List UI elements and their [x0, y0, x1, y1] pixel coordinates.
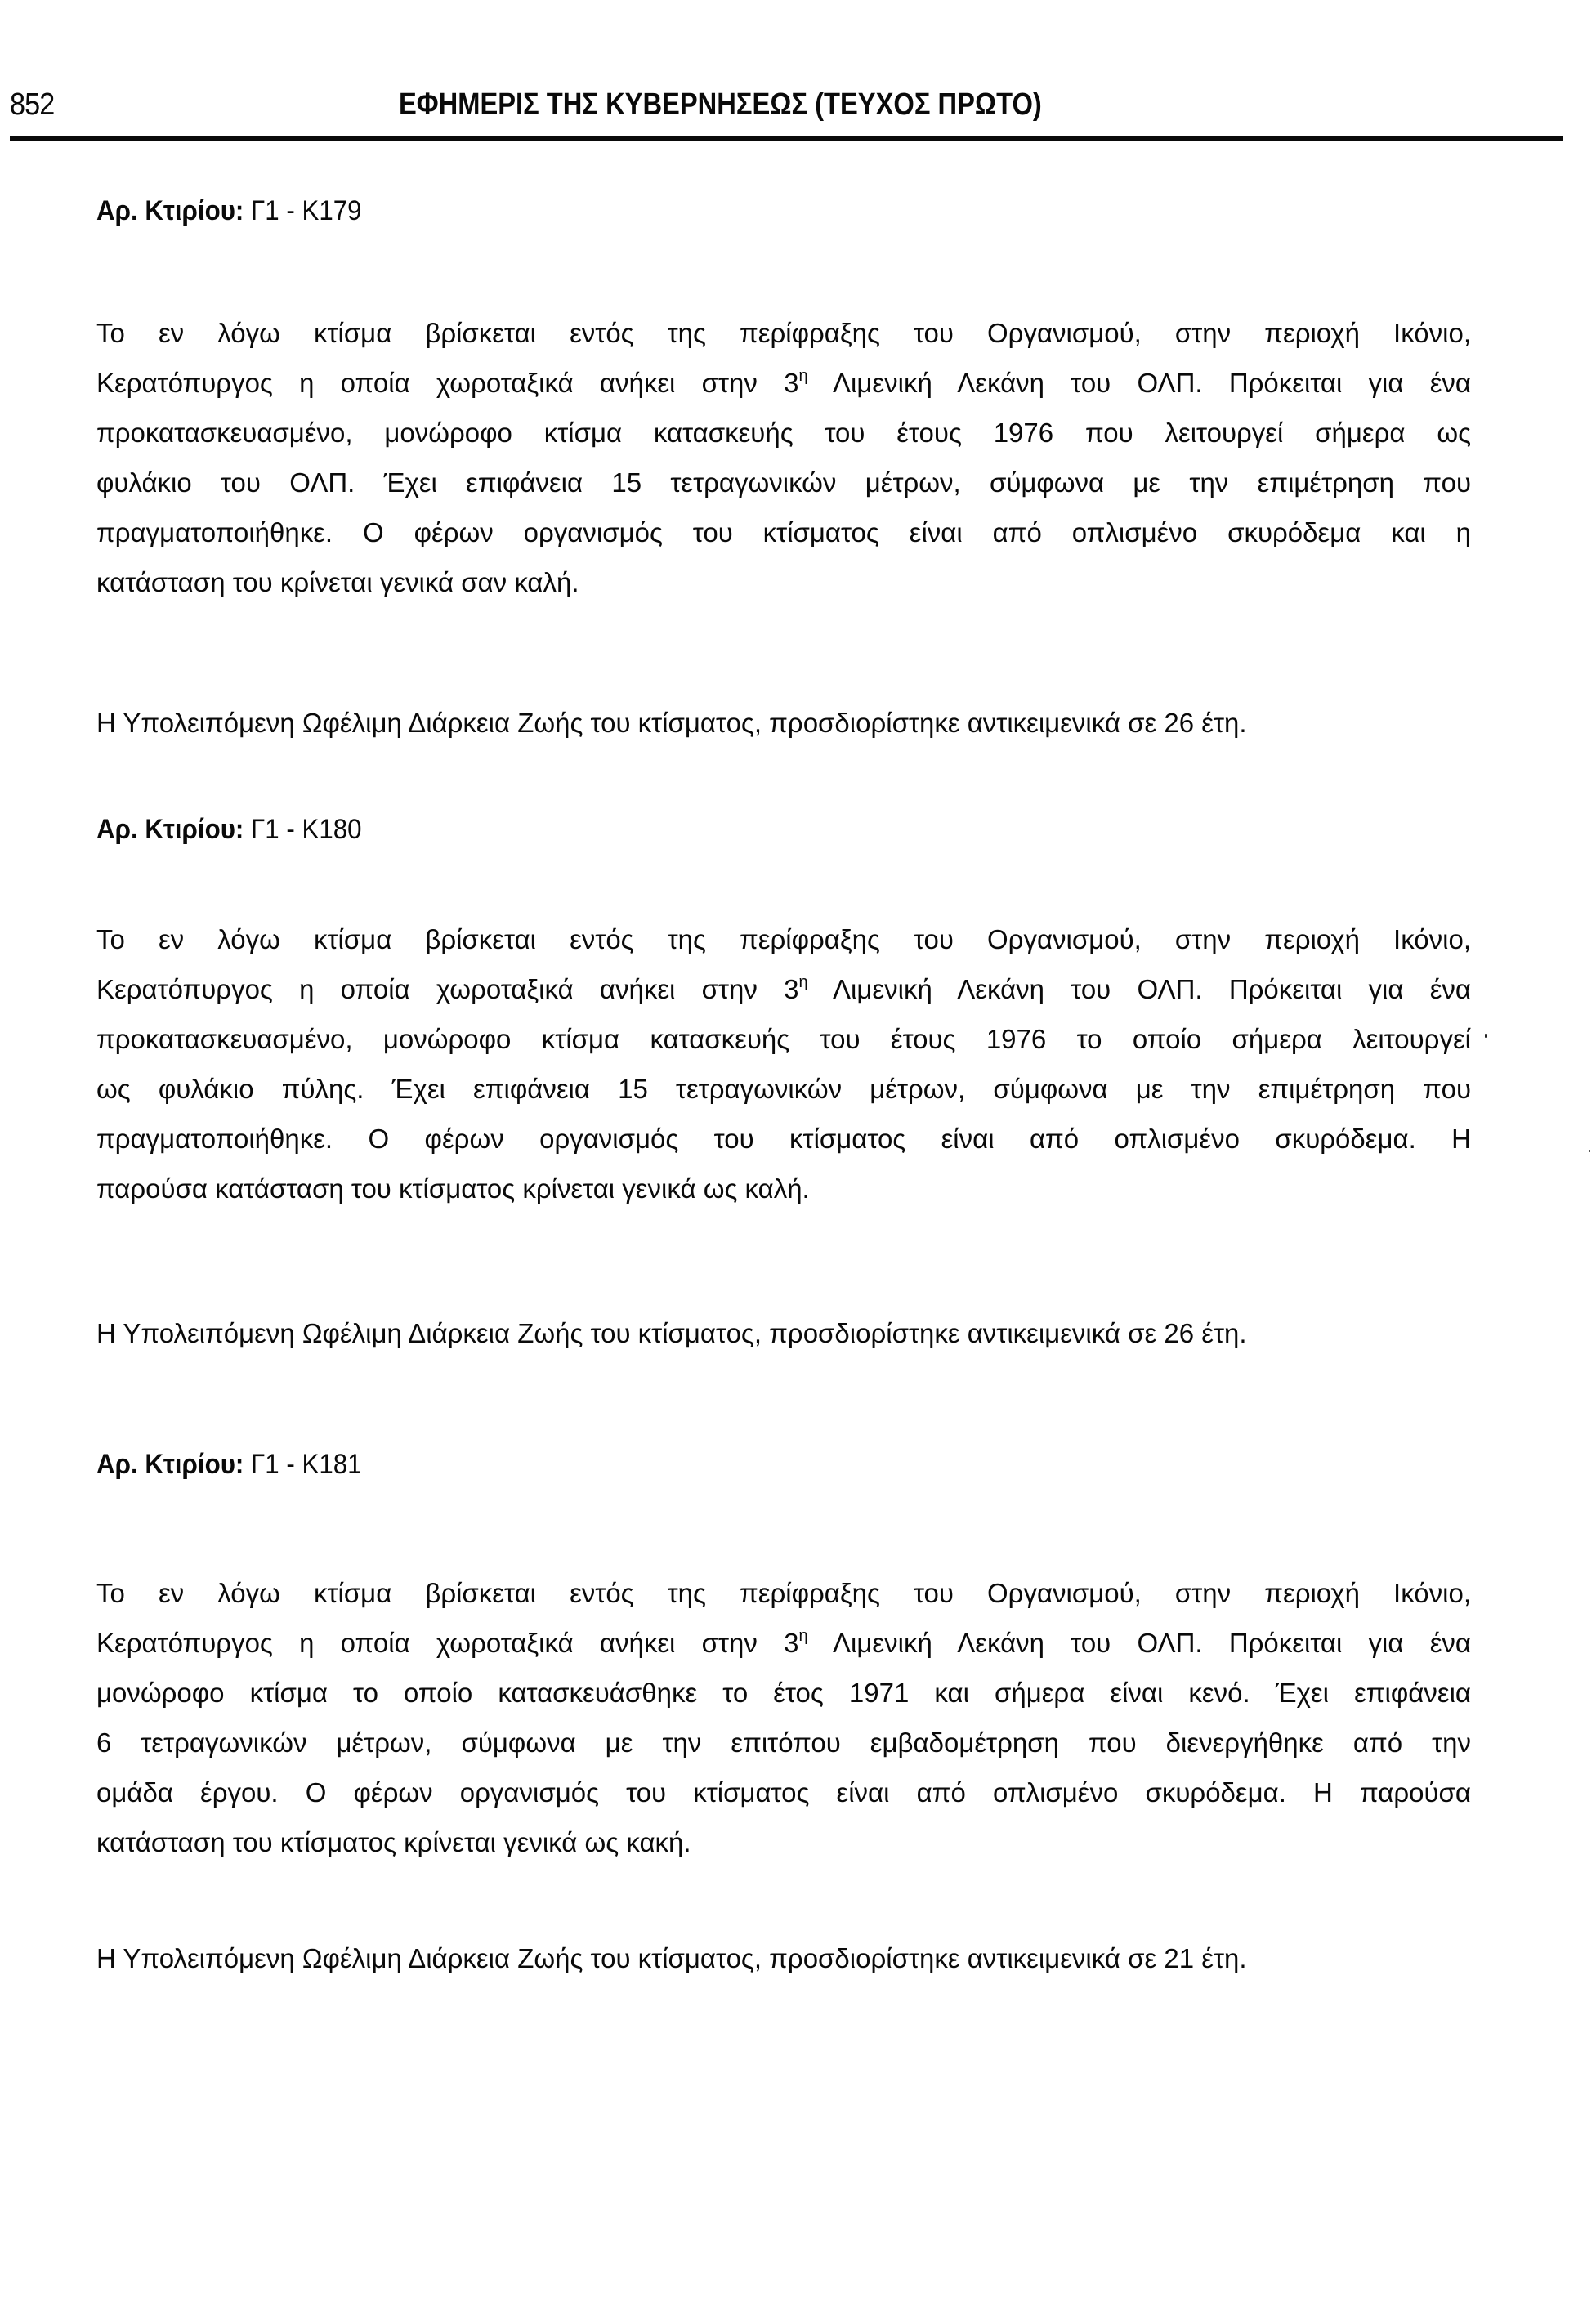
building-code: Γ1 - Κ180 [251, 814, 362, 845]
paragraph-line: Το εν λόγω κτίσμα βρίσκεται εντός της περίφραξης του Οργανισμού, στην περιοχή Ικόνιο, [96, 318, 1471, 348]
paragraph-line: ομάδα έργου. Ο φέρων οργανισμός του κτίσματος είναι από οπλισμένο σκυρόδεμα. Η παρούσα [96, 1777, 1471, 1808]
building-number-label: Αρ. Κτιρίου: [96, 814, 244, 845]
paragraph-line: πραγματοποιήθηκε. Ο φέρων οργανισμός του κτίσματος είναι από οπλισμένο σκυρόδεμα. Η [96, 1124, 1471, 1154]
building-number-label: Αρ. Κτιρίου: [96, 195, 244, 226]
paragraph-line: πραγματοποιήθηκε. Ο φέρων οργανισμός του κτίσματος είναι από οπλισμένο σκυρόδεμα και η [96, 517, 1471, 547]
paragraph-line [96, 358, 1471, 408]
paragraph-line: προκατασκευασμένο, μονώροφο κτίσμα κατασκευής του έτους 1976 το οποίο σήμερα λειτουργεί [96, 1024, 1471, 1054]
gazette-title: ΕΦΗΜΕΡΙΣ ΤΗΣ ΚΥΒΕΡΝΗΣΕΩΣ (ΤΕΥΧΟΣ ΠΡΩΤΟ) [399, 87, 1042, 122]
line-text: Λιμενική Λεκάνη του ΟΛΠ. Πρόκειται για ένα [807, 368, 1471, 398]
remaining-life-summary-k179: Η Υπολειπόμενη Ωφέλιμη Διάρκεια Ζωής του κτίσματος, προσδιορίστηκε αντικειμενικά σε 26 έτη. [96, 708, 1247, 738]
line-text: Κερατόπυργος η οποία χωροταξικά ανήκει στην 3 [96, 368, 799, 398]
building-description-k179 [96, 308, 1471, 607]
paragraph-line: προκατασκευασμένο, μονώροφο κτίσμα κατασκευής του έτους 1976 που λειτουργεί σήμερα ως [96, 418, 1471, 448]
paragraph-line: 6 τετραγωνικών μέτρων, σύμφωνα με την επιτόπου εμβαδομέτρηση που διενεργήθηκε από την [96, 1727, 1471, 1758]
remaining-life-summary-k180: Η Υπολειπόμενη Ωφέλιμη Διάρκεια Ζωής του κτίσματος, προσδιορίστηκε αντικειμενικά σε 26 έτη. [96, 1318, 1247, 1348]
ordinal-superscript: η [798, 1627, 808, 1645]
paragraph-line: μονώροφο κτίσμα το οποίο κατασκευάσθηκε το έτος 1971 και σήμερα είναι κενό. Έχει επιφάνεια [96, 1678, 1471, 1708]
page-number: 852 [10, 87, 55, 122]
building-heading-k181 [96, 1448, 362, 1481]
paragraph-line: Το εν λόγω κτίσμα βρίσκεται εντός της περίφραξης του Οργανισμού, στην περιοχή Ικόνιο, [96, 924, 1471, 954]
paragraph-line: φυλάκιο του ΟΛΠ. Έχει επιφάνεια 15 τετραγωνικών μέτρων, σύμφωνα με την επιμέτρηση που [96, 467, 1471, 498]
building-heading-k179 [96, 194, 362, 227]
building-number-label: Αρ. Κτιρίου: [96, 1449, 244, 1480]
building-code: Γ1 - Κ181 [251, 1449, 362, 1480]
scan-speck [1485, 1034, 1487, 1038]
ordinal-superscript: η [798, 973, 808, 991]
paragraph-line: κατάσταση του κρίνεται γενικά σαν καλή. [96, 567, 579, 597]
scan-speck [1589, 1150, 1590, 1152]
paragraph-line: ως φυλάκιο πύλης. Έχει επιφάνεια 15 τετραγωνικών μέτρων, σύμφωνα με την επιμέτρηση που [96, 1074, 1471, 1104]
paragraph-line: κατάσταση του κτίσματος κρίνεται γενικά ως κακή. [96, 1827, 691, 1857]
line-text: Λιμενική Λεκάνη του ΟΛΠ. Πρόκειται για ένα [807, 974, 1471, 1004]
header-rule [10, 136, 1563, 141]
paragraph-line [96, 964, 1471, 1014]
building-description-k180 [96, 914, 1471, 1213]
remaining-life-summary-k181: Η Υπολειπόμενη Ωφέλιμη Διάρκεια Ζωής του κτίσματος, προσδιορίστηκε αντικειμενικά σε 21 έτη. [96, 1943, 1247, 1973]
paragraph-line [96, 1618, 1471, 1668]
paragraph-line: παρούσα κατάσταση του κτίσματος κρίνεται γενικά ως καλή. [96, 1173, 810, 1204]
line-text: Κερατόπυργος η οποία χωροταξικά ανήκει στην 3 [96, 1628, 799, 1658]
line-text: Κερατόπυργος η οποία χωροταξικά ανήκει στην 3 [96, 974, 799, 1004]
page-header [10, 82, 1563, 123]
paragraph-line: Το εν λόγω κτίσμα βρίσκεται εντός της περίφραξης του Οργανισμού, στην περιοχή Ικόνιο, [96, 1578, 1471, 1608]
building-description-k181 [96, 1568, 1471, 1867]
building-heading-k180 [96, 813, 362, 846]
building-code: Γ1 - Κ179 [251, 195, 362, 226]
ordinal-superscript: η [798, 367, 808, 385]
line-text: Λιμενική Λεκάνη του ΟΛΠ. Πρόκειται για ένα [807, 1628, 1471, 1658]
